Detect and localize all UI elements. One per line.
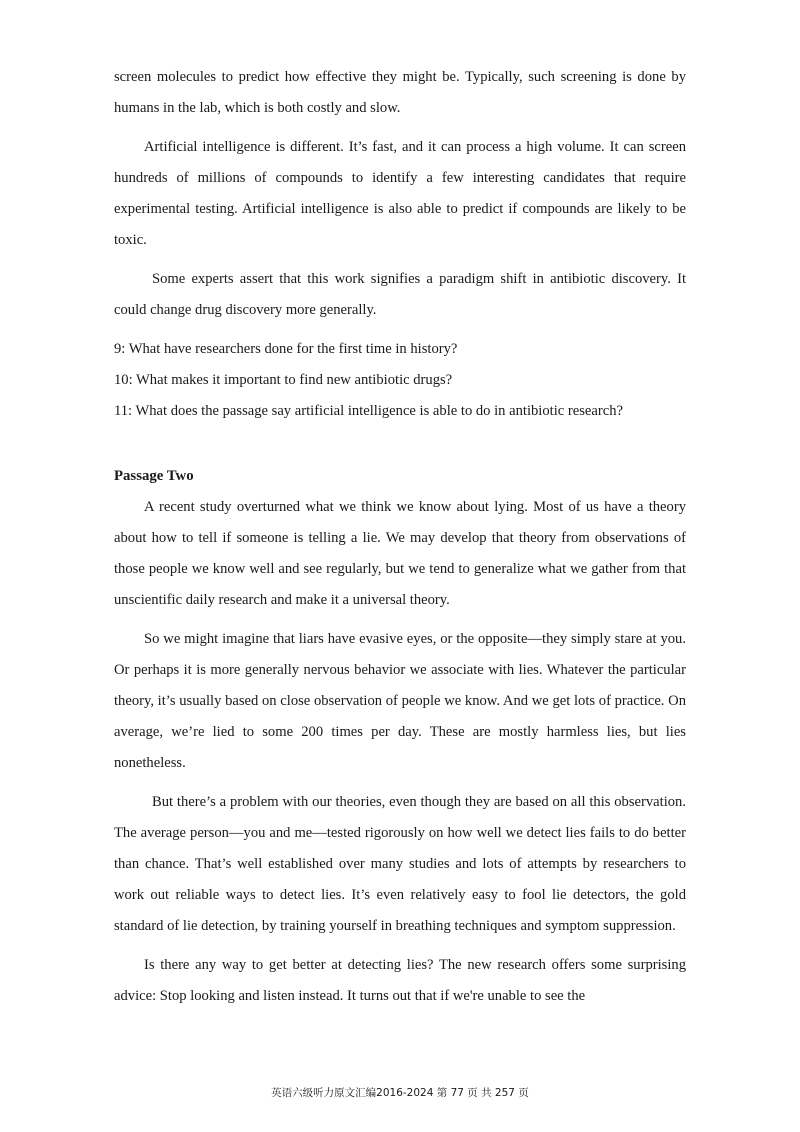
paragraph: screen molecules to predict how effective they might be. Typically, such screening is done by humans in the lab, which is both costly and slow. xyxy=(114,69,686,116)
paragraph: Artificial intelligence is different. It’s fast, and it can process a high volume. It can screen hundreds of millions of compounds to identify a few interesting candidates that require experimental testing. Artificial intelligence is also able to predict if compounds are likely to be toxic. xyxy=(114,139,686,248)
section-heading: Passage Two xyxy=(114,468,194,484)
paragraph: A recent study overturned what we think we know about lying. Most of us have a theory about how to tell if someone is telling a lie. We may develop that theory from observations of those people we know well and see regularly, but we tend to generalize what we gather from that unscientific daily research and make it a universal theory. xyxy=(114,499,686,608)
paragraph: Some experts assert that this work signifies a paradigm shift in antibiotic discovery. It could change drug discovery more generally. xyxy=(114,271,686,318)
question-11: 11: What does the passage say artificial intelligence is able to do in antibiotic research? xyxy=(114,403,623,419)
document-page xyxy=(114,62,686,1012)
paragraph: So we might imagine that liars have evasive eyes, or the opposite—they simply stare at you. Or perhaps it is more generally nervous behavior we associate with lies. Whatever the particular theory, it’s usually based on close observation of people we know. And we get lots of practice. On average, we’re lied to some 200 times per day. These are mostly harmless lies, but lies nonetheless. xyxy=(114,631,686,771)
page-footer: 英语六级听力原文汇编2016-2024 第 77 页 共 257 页 xyxy=(271,1087,529,1099)
paragraph: But there’s a problem with our theories, even though they are based on all this observation. The average person—you and me—tested rigorously on how well we detect lies fails to do better than chance. That’s well established over many studies and lots of attempts by researchers to work out reliable ways to detect lies. It’s even relatively easy to fool lie detectors, the gold standard of lie detection, by training yourself in breathing techniques and symptom suppression. xyxy=(114,794,686,934)
question-list xyxy=(114,334,686,427)
paragraph: Is there any way to get better at detecting lies? The new research offers some surprising advice: Stop looking and listen instead. It turns out that if we're unable to see the xyxy=(114,957,686,1004)
question-10: 10: What makes it important to find new antibiotic drugs? xyxy=(114,372,453,388)
question-9: 9: What have researchers done for the first time in history? xyxy=(114,341,458,357)
